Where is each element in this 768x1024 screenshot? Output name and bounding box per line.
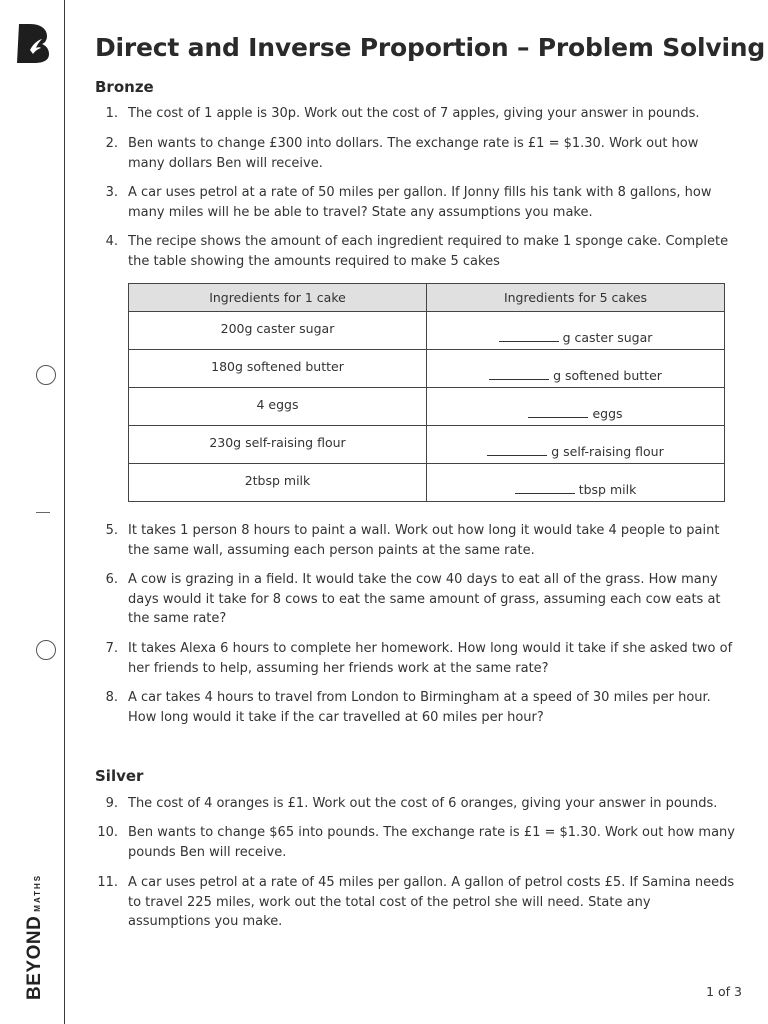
page-number: 1 of 3 <box>706 984 742 999</box>
question-11 <box>95 873 735 932</box>
answer-blank[interactable] <box>499 330 559 342</box>
ingredient-one-cake: 200g caster sugar <box>129 312 427 350</box>
ingredient-one-cake: 2tbsp milk <box>129 464 427 502</box>
question-text: A car takes 4 hours to travel from London to Birmingham at a speed of 30 miles per hour. How long would it take if the car travelled at 60 miles per hour? <box>128 690 711 725</box>
question-3 <box>95 183 735 222</box>
question-text: The cost of 1 apple is 30p. Work out the cost of 7 apples, giving your answer in pounds. <box>128 106 700 121</box>
question-number: 11. <box>97 875 118 890</box>
question-1 <box>95 104 735 124</box>
question-10 <box>95 823 735 862</box>
ingredient-five-cakes <box>427 312 725 350</box>
question-2 <box>95 134 735 173</box>
question-9 <box>95 794 735 814</box>
answer-blank[interactable] <box>487 444 547 456</box>
ingredient-five-label: eggs <box>592 406 623 421</box>
table-header-row <box>129 284 725 312</box>
beyond-b-logo-icon <box>16 22 50 64</box>
table-row <box>129 312 725 350</box>
table-row <box>129 388 725 426</box>
question-number: 3. <box>105 185 118 200</box>
question-text: Ben wants to change $65 into pounds. The exchange rate is £1 = $1.30. Work out how many pounds Ben will receive. <box>128 825 735 860</box>
question-number: 7. <box>105 641 118 656</box>
table-row <box>129 350 725 388</box>
brand-name-small: MATHS <box>33 873 42 912</box>
question-text: It takes 1 person 8 hours to paint a wall. Work out how long it would take 4 people to paint the same wall, assuming each person paints at the same rate. <box>128 523 720 558</box>
question-number: 8. <box>105 690 118 705</box>
ingredient-one-cake: 230g self-raising flour <box>129 426 427 464</box>
question-number: 9. <box>105 796 118 811</box>
question-text: The cost of 4 oranges is £1. Work out the cost of 6 oranges, giving your answer in pounds. <box>128 796 718 811</box>
question-text: A car uses petrol at a rate of 45 miles per gallon. A gallon of petrol costs £5. If Samina needs to travel 225 miles, work out the total cost of the petrol she will need. State any assumptions you make. <box>128 875 735 929</box>
ingredient-five-cakes <box>427 426 725 464</box>
ingredient-one-cake: 180g softened butter <box>129 350 427 388</box>
question-4 <box>95 232 735 271</box>
punch-hole-bottom <box>36 640 56 660</box>
question-text: The recipe shows the amount of each ingredient required to make 1 sponge cake. Complete the table showing the amounts required to make 5 cakes <box>128 234 729 269</box>
question-5 <box>95 521 735 560</box>
ingredient-five-label: g softened butter <box>553 368 662 383</box>
question-text: Ben wants to change £300 into dollars. The exchange rate is £1 = $1.30. Work out how many dollars Ben will receive. <box>128 136 699 171</box>
question-number: 5. <box>105 523 118 538</box>
section-heading-silver: Silver <box>95 767 144 785</box>
question-7 <box>95 639 735 678</box>
section-heading-bronze: Bronze <box>95 78 154 96</box>
ingredients-table <box>128 283 725 502</box>
table-row <box>129 426 725 464</box>
ingredient-one-cake: 4 eggs <box>129 388 427 426</box>
answer-blank[interactable] <box>489 368 549 380</box>
brand-wordmark <box>22 860 46 1000</box>
ingredient-five-cakes <box>427 388 725 426</box>
question-text: A cow is grazing in a field. It would take the cow 40 days to eat all of the grass. How many days would it take for 8 cows to eat the same amount of grass, assuming each cow eats at the same rate? <box>128 572 721 626</box>
question-number: 10. <box>97 825 118 840</box>
margin-line <box>64 0 65 1024</box>
answer-blank[interactable] <box>528 406 588 418</box>
question-8 <box>95 688 735 727</box>
table-row <box>129 464 725 502</box>
answer-blank[interactable] <box>515 482 575 494</box>
question-number: 1. <box>105 106 118 121</box>
ingredient-five-label: g caster sugar <box>562 330 653 345</box>
punch-hole-top <box>36 365 56 385</box>
ingredient-five-cakes <box>427 350 725 388</box>
question-number: 4. <box>105 234 118 249</box>
ingredient-five-label: tbsp milk <box>578 482 637 497</box>
brand-name-big: BEYOND <box>24 915 45 1000</box>
question-text: It takes Alexa 6 hours to complete her homework. How long would it take if she asked two of her friends to help, assuming her friends work at the same rate? <box>128 641 733 676</box>
page-title: Direct and Inverse Proportion – Problem Solving <box>95 33 766 62</box>
question-number: 2. <box>105 136 118 151</box>
question-6 <box>95 570 735 629</box>
fold-mark <box>36 512 50 513</box>
table-header: Ingredients for 1 cake <box>129 284 427 312</box>
ingredient-five-cakes <box>427 464 725 502</box>
table-header: Ingredients for 5 cakes <box>427 284 725 312</box>
question-number: 6. <box>105 572 118 587</box>
ingredient-five-label: g self-raising flour <box>551 444 664 459</box>
question-text: A car uses petrol at a rate of 50 miles per gallon. If Jonny fills his tank with 8 gallons, how many miles will he be able to travel? State any assumptions you make. <box>128 185 712 220</box>
